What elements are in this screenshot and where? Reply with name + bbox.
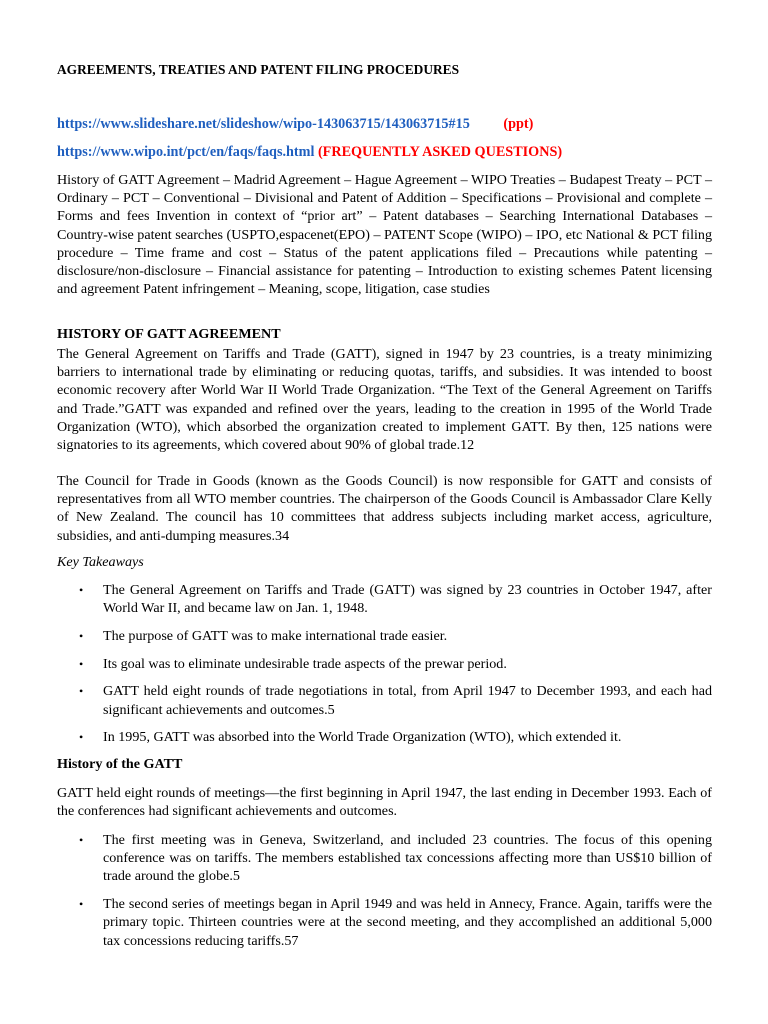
key-takeaways-label: Key Takeaways — [57, 554, 144, 570]
list-item: • The General Agreement on Tariffs and Trade (GATT) was signed by 23 countries in October 1947, after World War II, and became law on Jan. 1, 1948. — [79, 582, 712, 617]
history-of-gatt-paragraph: GATT held eight rounds of meetings—the first beginning in April 1947, the last ending in December 1993. Each of the conferences had significant achievements and outcomes. — [57, 785, 712, 820]
reference-link-1 — [57, 116, 533, 133]
reference-link-2 — [57, 144, 562, 161]
bullet-icon: • — [79, 628, 84, 643]
history-of-gatt-heading: History of the GATT — [57, 756, 183, 772]
gatt-rounds-list — [57, 831, 712, 959]
slideshare-link[interactable]: https://www.slideshare.net/slideshow/wipo-143063715/143063715#15 — [57, 116, 470, 132]
list-item: • In 1995, GATT was absorbed into the World Trade Organization (WTO), which extended it. — [79, 729, 622, 746]
list-item: • GATT held eight rounds of trade negotiations in total, from April 1947 to December 1993, and each had significant achievements and outcomes.5 — [79, 683, 712, 718]
gatt-intro-paragraph: The General Agreement on Tariffs and Trade (GATT), signed in 1947 by 23 countries, is a treaty minimizing barriers to international trade by eliminating or reducing quotas, tariffs, and subsidies. It was intended to boost economic recovery after World War II World Trade Organization. “The Text of the General Agreement on Tariffs and Trade.”GATT was expanded and refined over the years, leading to the creation in 1995 of the World Trade Organization (WTO), which absorbed the organization created to implement GATT. By then, 125 nations were signatories to its agreements, which covered about 90% of global trade.12 — [57, 346, 712, 454]
syllabus-paragraph: History of GATT Agreement – Madrid Agreement – Hague Agreement – WIPO Treaties – Budapest Treaty – PCT – Ordinary – PCT – Conventional – Divisional and Patent of Addition – Specifications – Provisional and complete – Forms and fees Invention in context of “prior art” – Patent databases – Searching International Databases – Country-wise patent searches (USPTO,espacenet(EPO) – PATENT Scope (WIPO) – IPO, etc National & PCT filing procedure – Time frame and cost – Status of the patent applications filed – Precautions while patenting – disclosure/non-disclosure – Financial assistance for patenting – Introduction to existing schemes Patent licensing and agreement Patent infringement – Meaning, scope, litigation, case studies — [57, 172, 712, 298]
list-item: • The purpose of GATT was to make international trade easier. — [79, 627, 448, 644]
bullet-icon: • — [79, 833, 84, 847]
bullet-icon: • — [79, 583, 84, 597]
wipo-faq-link[interactable]: https://www.wipo.int/pct/en/faqs/faqs.html — [57, 144, 315, 160]
list-item: • The second series of meetings began in April 1949 and was held in Annecy, France. Again, tariffs were the primary topic. Thirteen countries were at the second meeting, and they accomplished an additional 5,000 tax concessions reducing tariffs.57 — [79, 896, 712, 949]
wipo-faq-link-note: (FREQUENTLY ASKED QUESTIONS) — [317, 144, 563, 160]
key-takeaways-list — [57, 581, 712, 756]
bullet-icon: • — [79, 656, 84, 671]
bullet-icon: • — [79, 730, 84, 745]
bullet-icon: • — [79, 897, 84, 912]
bullet-icon: • — [79, 684, 84, 699]
document-title: AGREEMENTS, TREATIES AND PATENT FILING PROCEDURES — [57, 62, 460, 77]
gatt-agreement-heading: HISTORY OF GATT AGREEMENT — [57, 326, 281, 342]
goods-council-paragraph: The Council for Trade in Goods (known as the Goods Council) is now responsible for GATT and consists of representatives from all WTO member countries. The chairperson of the Goods Council is Ambassador Clare Kelly of New Zealand. The council has 10 committees that address subjects including market access, agriculture, subsidies, and anti-dumping measures.34 — [57, 473, 712, 544]
slideshare-link-note: (ppt) — [503, 116, 534, 132]
list-item: • Its goal was to eliminate undesirable trade aspects of the prewar period. — [79, 655, 507, 672]
list-item: • The first meeting was in Geneva, Switzerland, and included 23 countries. The focus of this opening conference was on tariffs. The members established tax concessions affecting more than US$10 billion of trade around the globe.5 — [79, 832, 712, 885]
